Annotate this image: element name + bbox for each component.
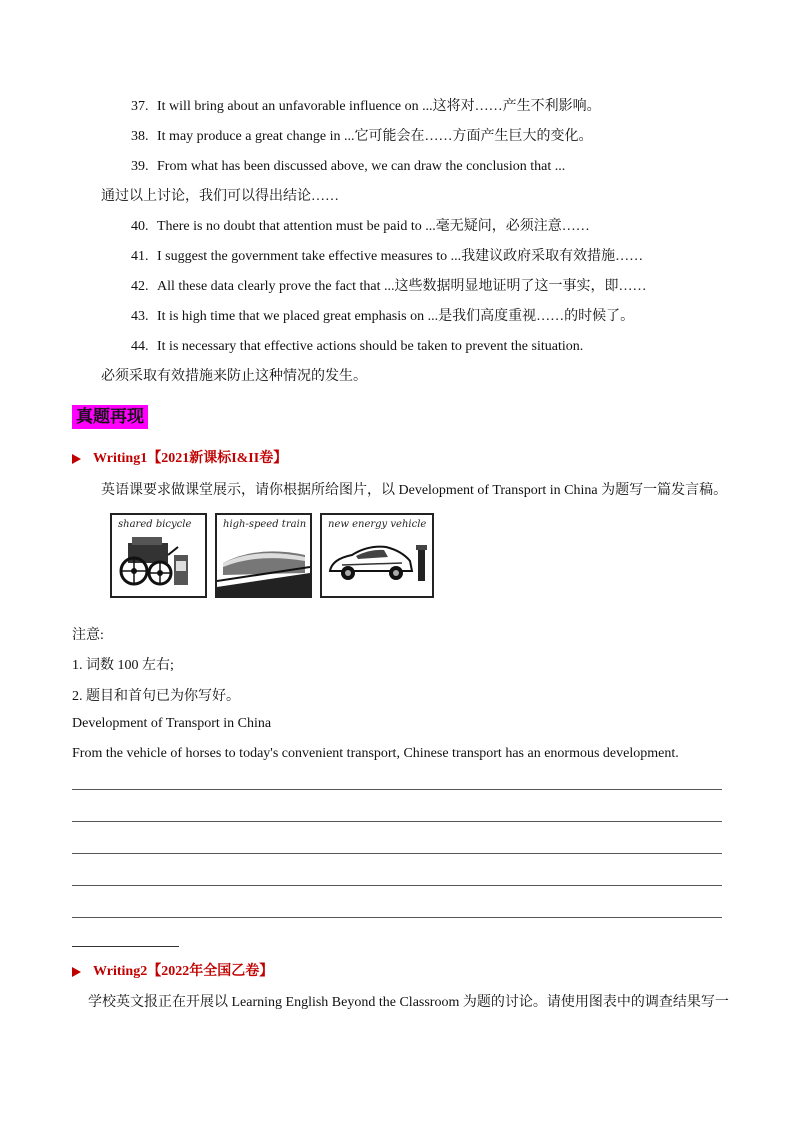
phrase-number: 38.	[131, 129, 149, 144]
note-word-count: 1. 词数 100 左右;	[72, 658, 174, 673]
writing1-prompt: 英语课要求做课堂展示，请你根据所给图片，以 Development of Transport in China 为题写一篇发言稿。	[101, 483, 728, 498]
electric-car-icon	[322, 515, 432, 596]
essay-title: Development of Transport in China	[72, 716, 272, 731]
phrase-text: I suggest the government take effective measures to ...我建议政府采取有效措施……	[157, 249, 644, 264]
essay-first-sentence: From the vehicle of horses to today's convenient transport, Chinese transport has an enormous development.	[72, 746, 679, 761]
writing1-title: Writing1【2021新课标I&II卷】	[93, 451, 288, 466]
phrase-number: 43.	[131, 309, 149, 324]
short-divider	[72, 946, 179, 947]
picture-shared-bicycle	[110, 513, 207, 598]
answer-line	[72, 917, 722, 918]
phrase-text: There is no doubt that attention must be paid to ...毫无疑问，必须注意……	[157, 219, 590, 234]
picture-high-speed-train	[215, 513, 312, 598]
answer-line	[72, 821, 722, 822]
section-banner: 真题再现	[72, 405, 148, 429]
phrase-39	[131, 157, 565, 177]
answer-line	[72, 853, 722, 854]
arrow-bullet-icon	[72, 967, 81, 977]
phrase-text: All these data clearly prove the fact that ...这些数据明显地证明了这一事实，即……	[157, 279, 647, 294]
note-title-given: 2. 题目和首句已为你写好。	[72, 689, 240, 704]
phrase-40	[131, 217, 590, 237]
notes-heading: 注意:	[72, 628, 104, 643]
phrase-number: 41.	[131, 249, 149, 264]
phrase-38	[131, 127, 592, 147]
high-speed-train-icon	[217, 515, 310, 596]
horse-carriage-icon	[112, 515, 205, 596]
phrase-41	[131, 247, 643, 267]
phrase-43	[131, 307, 634, 327]
phrase-text: From what has been discussed above, we can draw the conclusion that ...	[157, 159, 566, 174]
answer-line	[72, 885, 722, 886]
arrow-bullet-icon	[72, 454, 81, 464]
picture-label: high-speed train	[223, 519, 307, 530]
phrase-text: It is necessary that effective actions should be taken to prevent the situation.	[157, 339, 584, 354]
phrase-number: 44.	[131, 339, 149, 354]
phrase-44	[131, 337, 583, 357]
picture-label: new energy vehicle	[328, 519, 427, 530]
writing2-prompt: 学校英文报正在开展以 Learning English Beyond the Classroom 为题的讨论。请使用图表中的调查结果写一	[88, 995, 729, 1010]
phrase-number: 42.	[131, 279, 149, 294]
phrase-37	[131, 97, 601, 117]
phrase-number: 39.	[131, 159, 149, 174]
phrase-number: 40.	[131, 219, 149, 234]
phrase-39-continuation: 通过以上讨论，我们可以得出结论……	[101, 189, 339, 204]
phrase-number: 37.	[131, 99, 149, 114]
writing2-heading	[72, 962, 273, 982]
answer-line	[72, 789, 722, 790]
phrase-text: It is high time that we placed great emphasis on ...是我们高度重视……的时候了。	[157, 309, 635, 324]
writing1-heading	[72, 449, 287, 469]
phrase-text: It may produce a great change in ...它可能会在……方面产生巨大的变化。	[157, 129, 593, 144]
phrase-42	[131, 277, 647, 297]
phrase-text: It will bring about an unfavorable influence on ...这将对……产生不利影响。	[157, 99, 601, 114]
writing2-title: Writing2【2022年全国乙卷】	[93, 964, 274, 979]
picture-label: shared bicycle	[118, 519, 192, 530]
picture-new-energy-vehicle	[320, 513, 434, 598]
phrase-44-continuation: 必须采取有效措施来防止这种情况的发生。	[101, 369, 367, 384]
